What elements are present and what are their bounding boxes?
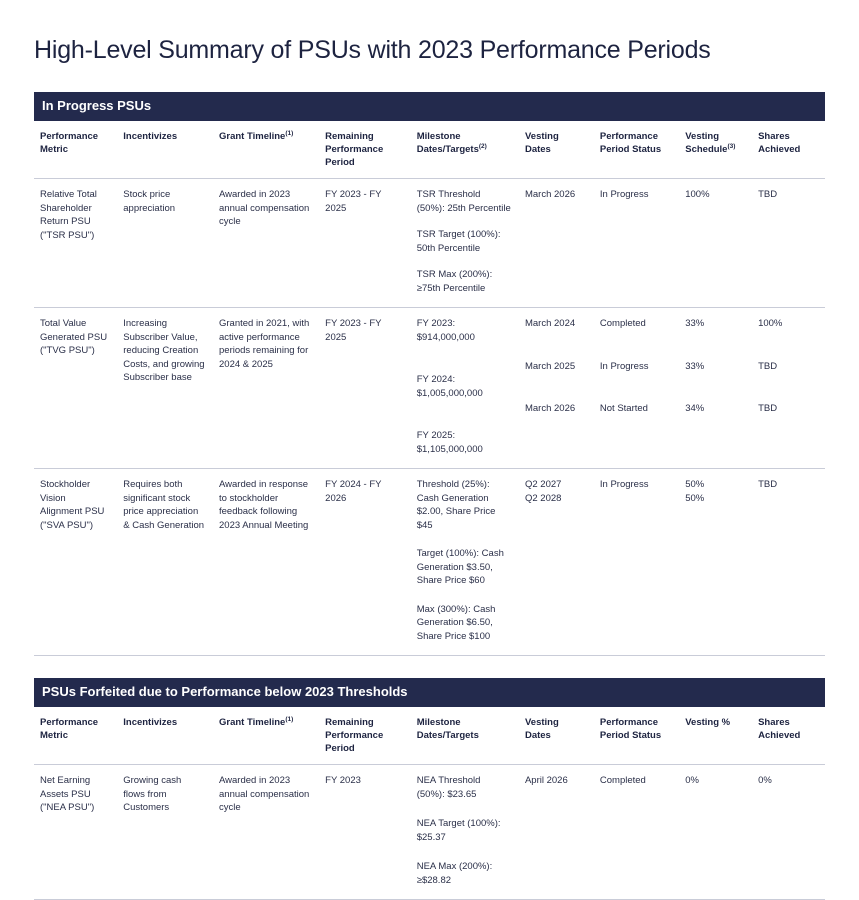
shares-achieved-item: 100%	[758, 318, 783, 329]
cell-incentivizes: Increasing Subscriber Value, reducing Creation Costs, and growing Subscriber base	[117, 308, 213, 469]
header-label: Remaining Performance Period	[325, 131, 384, 168]
section-band-in-progress: In Progress PSUs	[34, 92, 825, 121]
vesting-date-item: March 2026	[524, 403, 576, 414]
header-label: Incentivizes	[123, 717, 178, 728]
vesting-schedule-item: 33%	[685, 360, 705, 372]
cell-shares-achieved	[752, 765, 825, 900]
column-header-shares-achieved	[752, 707, 825, 765]
cell-status	[594, 765, 679, 900]
vesting-schedule-item: 34%	[685, 403, 705, 414]
cell-vesting-schedule	[679, 308, 752, 469]
column-header-performance-period-status	[594, 707, 679, 765]
cell-vesting-dates	[519, 308, 594, 469]
cell-milestones	[411, 765, 519, 900]
header-label: Vesting Dates	[524, 131, 559, 155]
column-header-performance-metric	[34, 121, 117, 179]
cell-performance-metric: Relative Total Shareholder Return PSU ("TSR PSU")	[34, 179, 117, 308]
header-label: Performance Period Status	[599, 131, 662, 155]
vesting-schedule-item: 50%	[685, 479, 705, 490]
cell-vesting-dates	[519, 179, 594, 308]
footnote-marker: (1)	[285, 715, 294, 723]
cell-grant-timeline: Awarded in 2023 annual compensation cycle	[213, 765, 319, 900]
column-header-vesting-dates	[519, 121, 594, 179]
status-item: Completed	[599, 318, 646, 329]
header-label: Vesting %	[685, 717, 731, 728]
vesting-schedule-item: 50%	[685, 492, 705, 504]
header-label: Grant Timeline	[219, 131, 286, 142]
shares-achieved-item: TBD	[758, 189, 778, 200]
header-label: Grant Timeline	[219, 717, 286, 728]
column-header-grant-timeline	[213, 121, 319, 179]
cell-performance-metric: Total Value Generated PSU ("TVG PSU")	[34, 308, 117, 469]
header-label: Shares Achieved	[758, 131, 801, 155]
milestone-item: FY 2025: $1,105,000,000	[416, 430, 483, 455]
footnote-marker: (2)	[478, 142, 487, 150]
vesting-schedule-item: 33%	[685, 318, 705, 329]
cell-status	[594, 469, 679, 656]
milestone-item: FY 2024: $1,005,000,000	[416, 374, 483, 399]
header-label: Performance Period Status	[599, 717, 662, 741]
cell-vesting-dates	[519, 765, 594, 900]
status-item: In Progress	[599, 479, 649, 490]
forfeited-psu-table	[34, 707, 825, 900]
cell-performance-metric: Net Earning Assets PSU ("NEA PSU")	[34, 765, 117, 900]
status-item: Not Started	[599, 403, 648, 414]
header-label: Performance Metric	[40, 131, 99, 155]
cell-vesting-schedule	[679, 469, 752, 656]
vesting-date-item: Q2 2028	[524, 492, 562, 504]
column-header-incentivizes	[117, 707, 213, 765]
cell-milestones	[411, 469, 519, 656]
column-header-milestone-dates-targets	[411, 121, 519, 179]
vesting-percent-item: 0%	[685, 775, 699, 786]
column-header-remaining-performance-period	[319, 707, 411, 765]
page-title: High-Level Summary of PSUs with 2023 Performance Periods	[34, 36, 711, 64]
cell-shares-achieved	[752, 179, 825, 308]
status-item: In Progress	[599, 360, 649, 372]
milestone-item: Target (100%): Cash Generation $3.50, Share Price $60	[416, 548, 504, 586]
milestone-item: NEA Max (200%): ≥$28.82	[416, 861, 493, 886]
milestone-item: TSR Threshold (50%): 25th Percentile	[416, 189, 511, 214]
column-header-remaining-performance-period	[319, 121, 411, 179]
cell-incentivizes: Growing cash flows from Customers	[117, 765, 213, 900]
column-header-vesting-percent	[679, 707, 752, 765]
status-item: In Progress	[599, 189, 649, 200]
table-header-row	[34, 707, 825, 765]
footnote-marker: (3)	[727, 142, 736, 150]
column-header-performance-metric	[34, 707, 117, 765]
status-item: Completed	[599, 775, 646, 786]
shares-achieved-item: TBD	[758, 360, 778, 372]
shares-achieved-item: TBD	[758, 403, 778, 414]
cell-grant-timeline: Awarded in response to stockholder feedback following 2023 Annual Meeting	[213, 469, 319, 656]
header-label: Shares Achieved	[758, 717, 801, 741]
table-header-row	[34, 121, 825, 179]
column-header-performance-period-status	[594, 121, 679, 179]
column-header-milestone-dates-targets	[411, 707, 519, 765]
column-header-incentivizes	[117, 121, 213, 179]
footnote-marker: (1)	[285, 129, 294, 137]
milestone-item: NEA Target (100%): $25.37	[416, 818, 501, 843]
cell-performance-metric: Stockholder Vision Alignment PSU ("SVA PSU")	[34, 469, 117, 656]
shares-achieved-item: 0%	[758, 775, 772, 786]
header-label: Milestone Dates/Targets	[416, 131, 479, 155]
cell-vesting-percent	[679, 765, 752, 900]
cell-remaining-performance-period: FY 2024 - FY 2026	[319, 469, 411, 656]
cell-status	[594, 179, 679, 308]
header-label: Performance Metric	[40, 717, 99, 741]
table-row	[34, 765, 825, 900]
milestone-item: FY 2023: $914,000,000	[416, 318, 475, 343]
header-label: Incentivizes	[123, 131, 178, 142]
vesting-date-item: March 2026	[524, 189, 576, 200]
milestone-item: TSR Target (100%): 50th Percentile	[416, 229, 501, 254]
milestone-item: Max (300%): Cash Generation $6.50, Share Price $100	[416, 603, 496, 642]
table-row	[34, 179, 825, 308]
vesting-schedule-item: 100%	[685, 189, 710, 200]
in-progress-psu-table	[34, 121, 825, 656]
cell-milestones	[411, 179, 519, 308]
cell-grant-timeline: Granted in 2021, with active performance periods remaining for 2024 & 2025	[213, 308, 319, 469]
milestone-item: TSR Max (200%): ≥75th Percentile	[416, 269, 493, 294]
cell-remaining-performance-period: FY 2023	[319, 765, 411, 900]
cell-vesting-dates	[519, 469, 594, 656]
column-header-vesting-dates	[519, 707, 594, 765]
cell-incentivizes: Stock price appreciation	[117, 179, 213, 308]
section-band-forfeited: PSUs Forfeited due to Performance below 2023 Thresholds	[34, 678, 825, 707]
vesting-date-item: April 2026	[524, 775, 568, 786]
cell-grant-timeline: Awarded in 2023 annual compensation cycle	[213, 179, 319, 308]
cell-shares-achieved	[752, 469, 825, 656]
header-label: Milestone Dates/Targets	[416, 717, 479, 741]
cell-remaining-performance-period: FY 2023 - FY 2025	[319, 308, 411, 469]
header-label: Remaining Performance Period	[325, 717, 384, 754]
table-row	[34, 469, 825, 656]
header-label: Vesting Schedule	[685, 131, 728, 155]
milestone-item: Threshold (25%): Cash Generation $2.00, Share Price $45	[416, 479, 496, 531]
table-row	[34, 308, 825, 469]
cell-vesting-schedule	[679, 179, 752, 308]
shares-achieved-item: TBD	[758, 479, 778, 490]
milestone-item: NEA Threshold (50%): $23.65	[416, 775, 481, 800]
cell-remaining-performance-period: FY 2023 - FY 2025	[319, 179, 411, 308]
column-header-grant-timeline	[213, 707, 319, 765]
cell-milestones	[411, 308, 519, 469]
vesting-date-item: March 2025	[524, 360, 576, 372]
vesting-date-item: Q2 2027	[524, 479, 562, 490]
cell-incentivizes: Requires both significant stock price appreciation & Cash Generation	[117, 469, 213, 656]
cell-shares-achieved	[752, 308, 825, 469]
header-label: Vesting Dates	[524, 717, 559, 741]
section-spacer	[34, 656, 825, 678]
cell-status	[594, 308, 679, 469]
column-header-shares-achieved	[752, 121, 825, 179]
column-header-vesting-schedule	[679, 121, 752, 179]
vesting-date-item: March 2024	[524, 318, 576, 329]
